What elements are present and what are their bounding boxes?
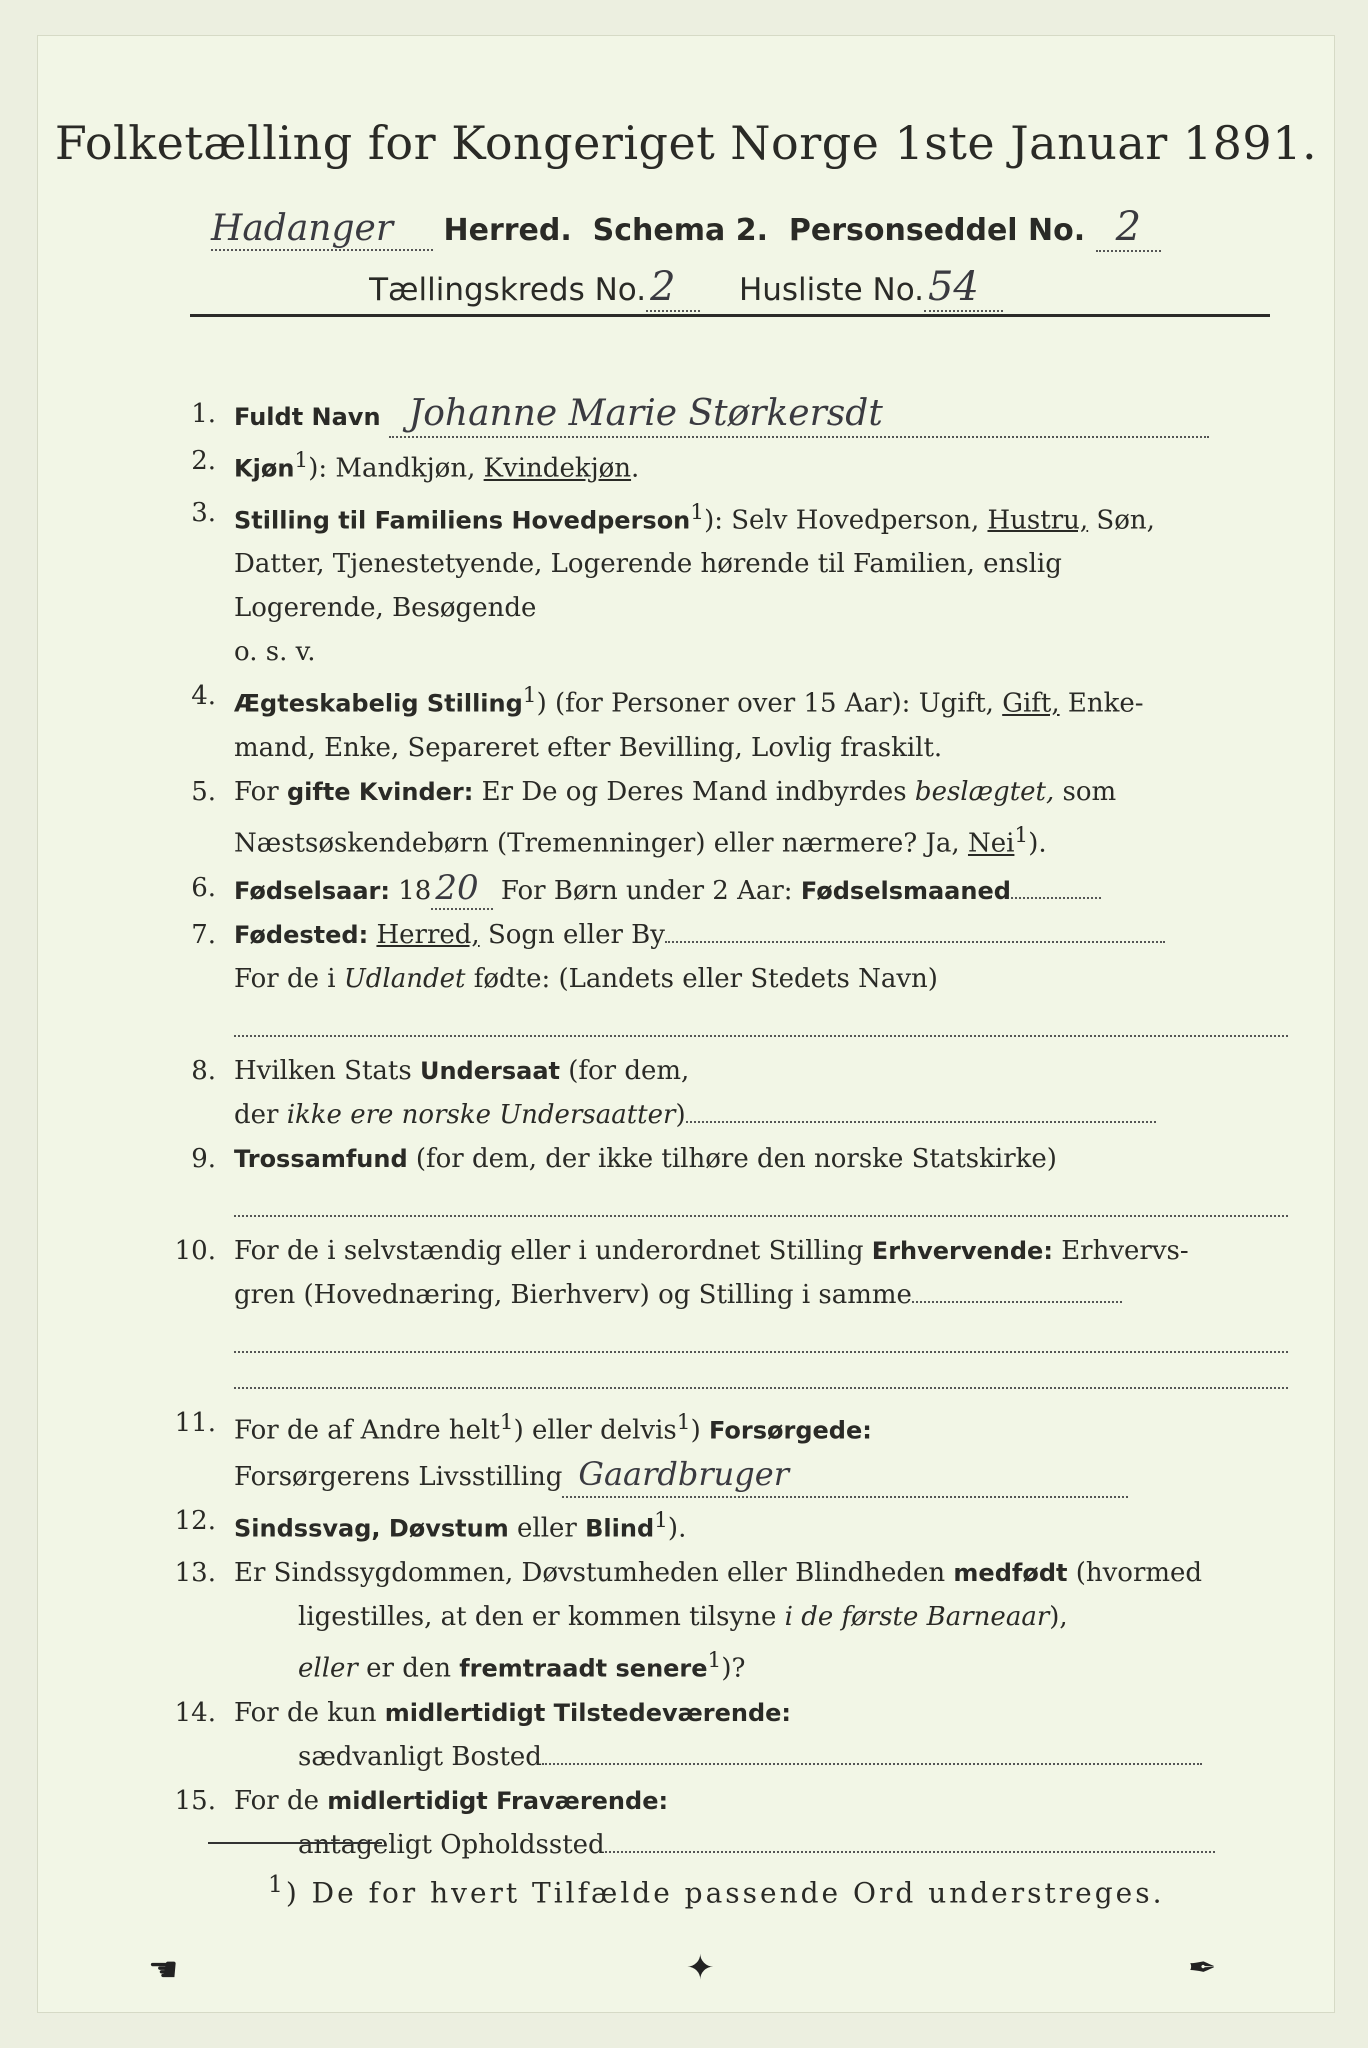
religion-blank (234, 1185, 1288, 1217)
occupation-blank-3 (234, 1357, 1288, 1389)
form-title: Folketælling for Kongeriget Norge 1ste Januar 1891. (54, 116, 1318, 170)
foreign-birthplace-blank (234, 1005, 1288, 1037)
question-11: 11. For de af Andre helt$^1$) eller delvis$^1$) Forsørgede: Forsørgerens Livsstilling Gaardbruger (158, 1401, 1288, 1500)
herred-label: Herred. (443, 213, 572, 248)
later-onset-label: fremtraadt senere (459, 1654, 708, 1683)
question-number: 1. (191, 399, 216, 429)
margin-mark-icon: ✒ (1188, 1948, 1217, 1988)
provider-occupation-value: Gaardbruger (562, 1452, 1128, 1498)
question-7: 7. Fødested: Herred, Sogn eller By For de i Udlandet fødte: (Landets eller Stedets Navn) (158, 913, 1288, 1037)
footnote-rule (208, 1842, 382, 1844)
temporary-absent-label: midlertidigt Fraværende: (327, 1786, 669, 1815)
question-14: 14. For de kun midlertidigt Tilstedeværende: sædvanligt Bosted (158, 1691, 1288, 1779)
personseddel-value: 2 (1096, 204, 1161, 252)
congenital-label: medfødt (953, 1558, 1068, 1587)
header-rule (190, 314, 1270, 317)
question-15: 15. For de midlertidigt Fraværende: antageligt Opholdssted (158, 1779, 1288, 1867)
citizenship-label: Undersaat (419, 1056, 560, 1085)
question-number: 6. (191, 872, 216, 903)
herred-value: Hadanger (211, 208, 433, 251)
question-3: 3. Stilling til Familiens Hovedperson$^1$): Selv Hovedperson, Hustru, Søn, Datter, Tjenestetyende, Logerende hørende til Familien, enslig Logerende, Besøgende o. s. v. (158, 491, 1288, 675)
question-number: 7. (191, 919, 216, 950)
personseddel-label: Personseddel No. (788, 213, 1086, 248)
footnote: $^1$) De for hvert Tilfælde passende Ord understreges. (268, 1870, 1165, 1910)
occupation-blank-2 (234, 1321, 1288, 1353)
schema-label: Schema 2. (592, 213, 768, 248)
question-2: 2. Kjøn$^1$): Mandkjøn, Kvindekjøn. (158, 439, 1288, 491)
birth-year-value: 20 (431, 868, 492, 910)
usual-residence-blank (542, 1763, 1202, 1765)
family-position-label: Stilling til Familiens Hovedperson (234, 506, 691, 535)
margin-mark-icon: ☚ (148, 1950, 179, 1990)
question-list (158, 392, 1288, 1867)
kreds-label: Tællingskreds No. (369, 272, 647, 308)
question-number: 4. (191, 681, 216, 712)
question-number: 14. (174, 1697, 216, 1728)
dependent-label: Forsørgede: (708, 1416, 872, 1445)
disability-label: Sindssvag, Døvstum (234, 1514, 509, 1543)
sex-selected: Kvindekjøn (483, 453, 632, 484)
husliste-label: Husliste No. (738, 272, 924, 308)
margin-mark-icon: ✦ (686, 1948, 715, 1988)
marital-status-selected: Gift, (1002, 688, 1060, 719)
birthplace-selected: Herred, (376, 919, 480, 950)
occupation-label: Erhvervende: (871, 1236, 1053, 1265)
question-number: 9. (191, 1143, 216, 1174)
question-number: 8. (191, 1055, 216, 1086)
question-8: 8. Hvilken Stats Undersaat (for dem, der ikke ere norske Undersaatter) (158, 1049, 1288, 1137)
married-women-label: gifte Kvinder: (286, 777, 474, 806)
birthplace-blank (665, 941, 1165, 943)
birth-month-label: Fødselsmaaned (800, 876, 1011, 905)
question-number: 12. (174, 1506, 216, 1537)
question-1 (158, 392, 1288, 439)
occupation-blank-1 (912, 1301, 1122, 1303)
probable-location-blank (605, 1851, 1215, 1853)
birth-month-blank (1011, 897, 1101, 899)
marital-status-label: Ægteskabelig Stilling (234, 689, 523, 718)
question-5: 5. For gifte Kvinder: Er De og Deres Mand indbyrdes beslægtet, som Næstsøskendebørn (Tremenninger) eller nærmere? Ja, Nei$^1$). (158, 770, 1288, 866)
question-number: 3. (191, 497, 216, 528)
question-number: 10. (174, 1235, 216, 1266)
census-form (38, 36, 1334, 2012)
question-13: 13. Er Sindssygdommen, Døvstumheden eller Blindheden medfødt (hvormed ligestilles, at den er kommen tilsyne i de første Barneaar), eller er den fremtraadt senere$^1$)? (158, 1551, 1288, 1691)
full-name-label: Fuldt Navn (234, 403, 381, 431)
full-name-value: Johanne Marie Størkersdt (389, 392, 1209, 438)
citizenship-blank (686, 1121, 1156, 1123)
header-kreds-line (38, 264, 1334, 310)
question-number: 11. (174, 1407, 216, 1438)
kreds-value: 2 (646, 264, 699, 312)
sex-label: Kjøn (234, 454, 295, 483)
question-number: 15. (174, 1785, 216, 1816)
question-number: 13. (174, 1557, 216, 1588)
birthplace-label: Fødested: (234, 920, 369, 949)
birth-year-label: Fødselsaar: (234, 876, 390, 905)
question-10: 10. For de i selvstændig eller i underordnet Stilling Erhvervende: Erhvervs- gren (Hovednæring, Bierhverv) og Stilling i samme (158, 1229, 1288, 1389)
question-number: 5. (191, 776, 216, 807)
header-schema-line (38, 204, 1334, 250)
family-position-selected: Hustru, (987, 505, 1089, 536)
question-4: 4. Ægteskabelig Stilling$^1$) (for Personer over 15 Aar): Ugift, Gift, Enke- mand, Enke, Separeret efter Bevilling, Lovlig fraskilt. (158, 674, 1288, 770)
question-9: 9. Trossamfund (for dem, der ikke tilhøre den norske Statskirke) (158, 1137, 1288, 1217)
question-12: 12. Sindssvag, Døvstum eller Blind$^1$). (158, 1499, 1288, 1551)
husliste-value: 54 (924, 264, 1003, 312)
religion-label: Trossamfund (234, 1144, 408, 1173)
temporary-present-label: midlertidigt Tilstedeværende: (384, 1698, 792, 1727)
question-number: 2. (191, 446, 216, 476)
related-selected: Nei (967, 828, 1015, 859)
blind-label: Blind (585, 1514, 655, 1543)
question-6: 6. Fødselsaar: 18 20 For Børn under 2 Aar: Fødselsmaaned (158, 866, 1288, 913)
